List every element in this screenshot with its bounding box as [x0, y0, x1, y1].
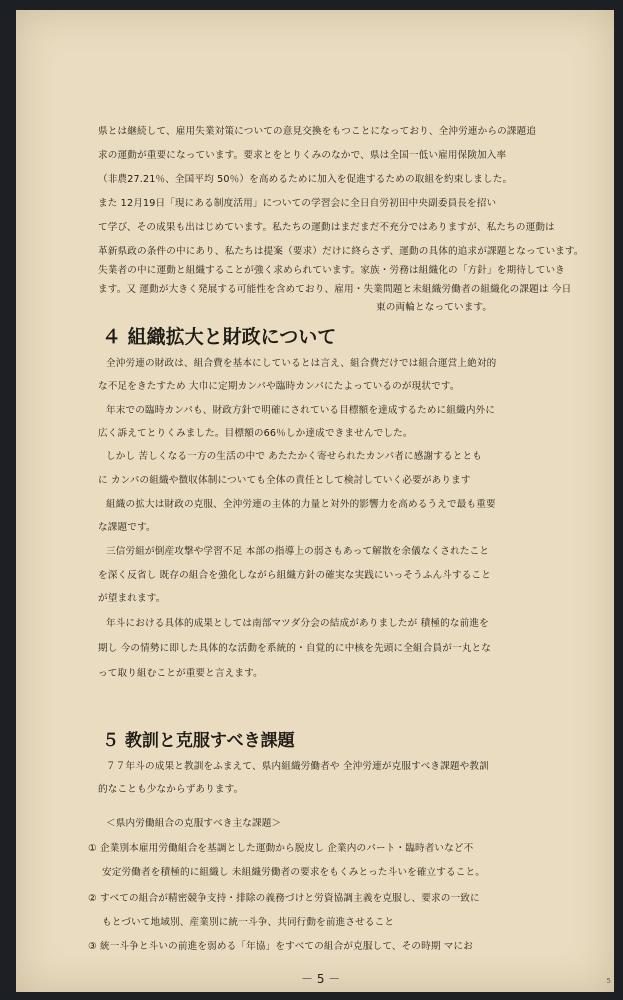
section-4-line: 年斗における具体的成果としては南部マツダ分会の結成がありましたが 積極的な前進を	[106, 618, 489, 629]
section-4-line: 三信労組が倒産攻撃や学習不足 本部の指導上の弱さもあって解散を余儀なくされたこと	[106, 546, 490, 557]
intro-line: 県とは継続して、雇用失業対策についての意見交換をもつことになっており、全沖労連からの課題追	[98, 126, 537, 137]
document-page	[16, 10, 614, 992]
section-5-line: ７７年斗の成果と教訓をふまえて、県内組織労働者や 全沖労連が克服すべき課題や教訓	[106, 761, 489, 772]
section-4-line: しかし 苦しくなる一方の生活の中で あたたかく寄せられたカンパ者に感謝するととも	[106, 451, 482, 462]
intro-line: 求の運動が重要になっています。要求とをとりくみのなかで、県は全国一低い雇用保険加入率	[98, 150, 507, 161]
section-4-line: 年末での臨時カンパも、財政方針で明確にされている目標額を達成するために組織内外に	[106, 405, 496, 416]
section-5-line: 的なことも少なからずあります。	[98, 784, 244, 795]
section-4-heading: ４ 組織拡大と財政について	[102, 326, 337, 348]
corner-mark: 5	[606, 977, 611, 985]
section-5-line: ② すべての組合が精密競争支持・排除の義務づけと労資協調主義を克服し、要求の一致に	[88, 893, 480, 904]
section-5-line: もとづいて地域別、産業別に統一斗争、共同行動を前進させること	[102, 917, 395, 928]
section-4-line: が望まれます。	[98, 593, 166, 604]
intro-line: て学び、その成果も出はじめています。私たちの運動はまだまだ不充分ではありますが、私たちの運動は	[98, 222, 555, 233]
section-5-line: ① 企業別本雇用労働組合を基調とした運動から脱皮し 企業内のパート・臨時者いなど不	[88, 843, 474, 854]
intro-line: 革新県政の条件の中にあり、私たちは提案（要求）だけに終らさず、運動の具体的追求が課題となっています。	[98, 246, 584, 257]
intro-line: また 12月19日「現にある制度活用」についての学習会に全日自労初田中央副委員長を招い	[98, 198, 497, 209]
section-4-line: な不足をきたすため 大巾に定期カンパや臨時カンパにたよっているのが現状です。	[98, 381, 460, 392]
intro-line: 失業者の中に運動と組織することが強く求められています。家族・労務は組織化の「方針」を期待していき	[98, 265, 565, 276]
section-5-heading: ５ 教訓と克服すべき課題	[102, 731, 295, 751]
section-5-subheading: ＜県内労働組合の克服すべき主な課題＞	[106, 818, 282, 829]
section-4-line: 全沖労連の財政は、組合費を基本にしているとは言え、組合費だけでは組合運営上絶対的	[106, 358, 497, 369]
section-4-line: 期し 今の情勢に即した具体的な活動を系統的・自覚的に中核を先頭に全組合員が一丸とな	[98, 643, 491, 654]
intro-line: ます。又 運動が大きく発展する可能性を含めており、雇用・失業問題と未組織労働者の組織化の課題は 今日	[98, 284, 572, 295]
section-4-line: な課題です。	[98, 522, 156, 533]
section-4-line: って取り組むことが重要と言えます。	[98, 668, 263, 679]
page-number: － 5 －	[301, 972, 341, 986]
section-5-line: 安定労働者を積極的に組織し 未組織労働者の要求をもくみとった斗いを確立すること。	[102, 867, 486, 878]
section-4-line: を深く反省し 既存の組合を強化しながら組織方針の確実な実践にいっそうふん斗すること	[98, 570, 491, 581]
section-4-line: 組織の拡大は財政の克服、全沖労連の主体的力量と対外的影響力を高めるうえで最も重要	[106, 499, 496, 510]
section-4-line: に カンパの組織や徴収体制についても全体の責任として検討していく必要があります	[98, 475, 471, 486]
section-5-line: ③ 統一斗争と斗いの前進を弱める「年協」をすべての組合が克服して、その時期 マにお	[88, 941, 474, 952]
intro-line: 東の両輪となっています。	[376, 302, 493, 313]
section-4-line: 広く訴えてとりくみました。目標額の66％しか達成できませんでした。	[98, 428, 413, 439]
intro-line: （非農27.21％、全国平均 50％）を高めるために加入を促進するための取組を約束しました。	[98, 174, 513, 185]
